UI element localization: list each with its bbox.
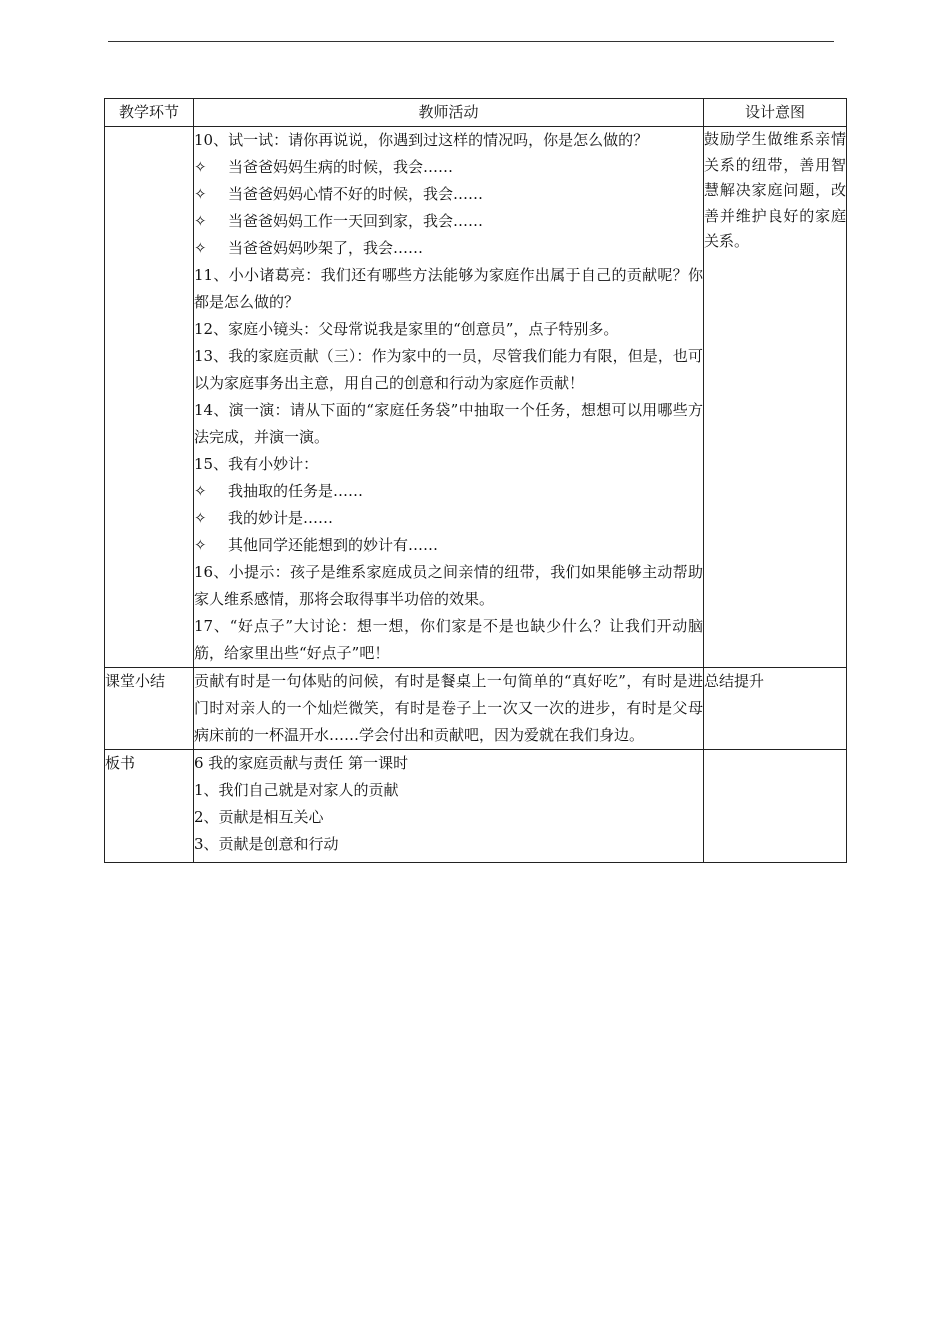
bullet-star-icon: ✧ (194, 509, 207, 527)
header-activity: 教师活动 (194, 99, 704, 127)
activity-intent-text: 鼓励学生做维系亲情关系的纽带，善用智慧解决家庭问题，改善并维护良好的家庭关系。 (704, 130, 846, 250)
activity-item-14: 14、演一演：请从下面的“家庭任务袋”中抽取一个任务，想想可以用哪些方法完成，并演一演。 (194, 401, 703, 446)
activity-cell (194, 127, 704, 668)
bullet-item: ✧ 当爸爸妈妈吵架了，我会…… (194, 235, 703, 262)
header-rule (108, 41, 834, 42)
bullet-star-icon: ✧ (194, 482, 207, 500)
bullet-item: ✧ 其他同学还能想到的妙计有…… (194, 532, 703, 559)
bullet-item: ✧ 当爸爸妈妈心情不好的时候，我会…… (194, 181, 703, 208)
activity-item-17: 17、“好点子”大讨论：想一想，你们家是不是也缺少什么？让我们开动脑筋，给家里出些“好点子”吧！ (194, 617, 703, 662)
board-line: 2、贡献是相互关心 (194, 808, 324, 826)
board-line: 3、贡献是创意和行动 (194, 835, 339, 853)
summary-text: 贡献有时是一句体贴的问候，有时是餐桌上一句简单的“真好吃”，有时是进门时对亲人的一个灿烂微笑，有时是卷子上一次又一次的进步，有时是父母病床前的一杯温开水……学会付出和贡献吧，因为爱就在我们身边。 (194, 672, 703, 744)
board-intent (704, 750, 847, 863)
activity-item-11: 11、小小诸葛亮：我们还有哪些方法能够为家庭作出属于自己的贡献呢？你都是怎么做的？ (194, 266, 703, 311)
board-line: 6 我的家庭贡献与责任 第一课时 (194, 754, 409, 772)
board-stage: 板书 (105, 750, 194, 863)
board-cell (194, 750, 704, 863)
bullet-star-icon: ✧ (194, 158, 207, 176)
bullet-star-icon: ✧ (194, 185, 207, 203)
summary-stage: 课堂小结 (105, 668, 194, 750)
activity-row (105, 127, 847, 668)
activity-item-16: 16、小提示：孩子是维系家庭成员之间亲情的纽带，我们如果能够主动帮助家人维系感情，那将会取得事半功倍的效果。 (194, 563, 703, 608)
bullet-star-icon: ✧ (194, 212, 207, 230)
summary-intent: 总结提升 (704, 668, 847, 750)
summary-cell (194, 668, 704, 750)
board-line: 1、我们自己就是对家人的贡献 (194, 781, 399, 799)
bullet-star-icon: ✧ (194, 536, 207, 554)
activity-item-15: 15、我有小妙计： (194, 455, 319, 473)
bullet-star-icon: ✧ (194, 239, 207, 257)
activity-item-10: 10、试一试：请你再说说，你遇到过这样的情况吗，你是怎么做的？ (194, 131, 649, 149)
header-intent: 设计意图 (704, 99, 847, 127)
summary-row (105, 668, 847, 750)
bullet-item: ✧ 我抽取的任务是…… (194, 478, 703, 505)
bullet-item: ✧ 当爸爸妈妈生病的时候，我会…… (194, 154, 703, 181)
lesson-plan-table (104, 98, 847, 863)
activity-stage-cell (105, 127, 194, 668)
activity-item-12: 12、家庭小镜头：父母常说我是家里的“创意员”，点子特别多。 (194, 320, 619, 338)
board-row (105, 750, 847, 863)
activity-item-13: 13、我的家庭贡献（三）：作为家中的一员，尽管我们能力有限，但是，也可以为家庭事务出主意，用自己的创意和行动为家庭作贡献！ (194, 347, 703, 392)
bullet-item: ✧ 当爸爸妈妈工作一天回到家，我会…… (194, 208, 703, 235)
header-stage: 教学环节 (105, 99, 194, 127)
header-row (105, 99, 847, 127)
bullet-item: ✧ 我的妙计是…… (194, 505, 703, 532)
activity-intent-cell (704, 127, 847, 668)
